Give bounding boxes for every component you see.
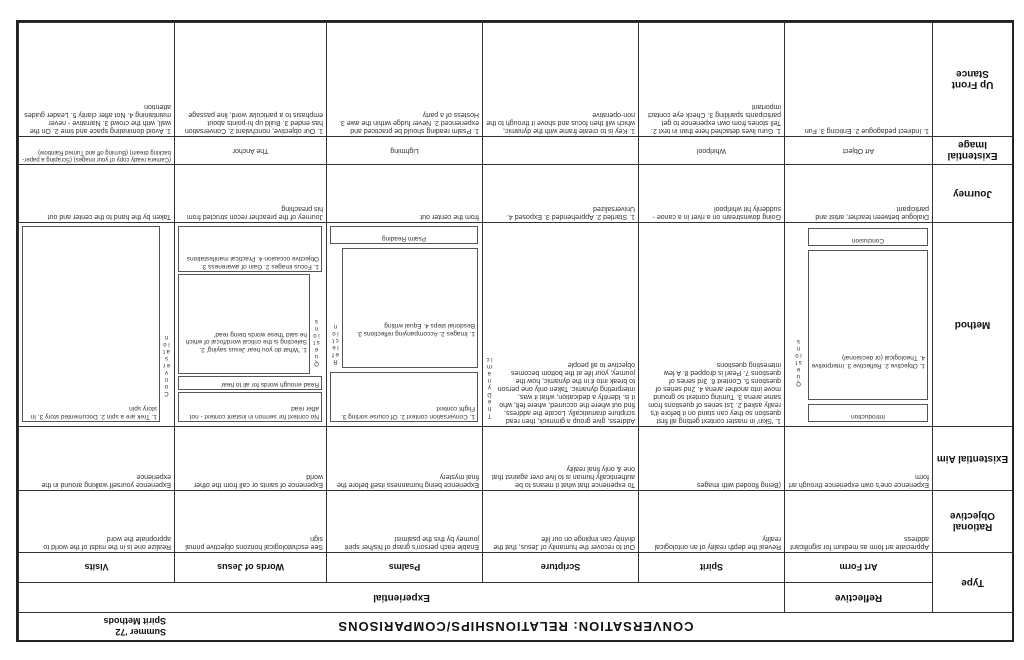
- image-psalms: Lightning: [326, 136, 482, 164]
- method-visits-list: 1. Trek are a spin 2. Documented story 3. In story spin: [22, 226, 160, 422]
- method-words-box: 1. 'What do you hear Jesus saying' 2. Selecting is the critical word/focal of which he said 'these words being read': [178, 274, 310, 374]
- row-journey: Journey: [932, 164, 1012, 222]
- method-visits-side: C o n v e r s a t i o n: [162, 334, 170, 396]
- col-words-of-jesus: Words of Jesus: [174, 552, 326, 582]
- upfront-psalms: 1. Psalm reading should be practiced and experienced 2. Never fudge within the awe 3. Hostess of a party: [326, 22, 482, 136]
- rational-spirit: Reveal the depth reality of an ontological reality: [638, 490, 784, 552]
- method-psalms-context: 1. Conversation context 2. Of course sorting 3. Flight context: [330, 372, 478, 422]
- row-rational-objective: Rational Objective: [932, 490, 1012, 552]
- experiential-header: Experiential: [18, 582, 784, 612]
- journey-art-form: Dialogue between teacher, artist and participant: [784, 164, 932, 222]
- aim-art-form: Experience one's own experience through art form: [784, 426, 932, 490]
- upfront-spirit: 1. Guru lives detached here than in text 2. Tell stories from own experience to get participants sparkling 3. Check eye contact important: [638, 22, 784, 136]
- aim-scripture: To experience that what it means to be authentically human is to live over against that one & only final reality: [482, 426, 638, 490]
- rational-art-form: Appreciate art form as medium for significant address: [784, 490, 932, 552]
- method-psalms-side: R e f l e c t i o n: [332, 323, 339, 364]
- corner-note: [18, 612, 172, 640]
- rational-scripture: Out to recover the humanity of Jesus, that the divinity can impinge on our life: [482, 490, 638, 552]
- image-scripture: [482, 136, 638, 164]
- method-art-intro: Introduction: [808, 404, 928, 422]
- document-title: CONVERSATION: RELATIONSHIPS/COMPARISONS: [18, 612, 1012, 640]
- col-spirit: Spirit: [638, 552, 784, 582]
- col-art-form: Art Form: [784, 552, 932, 582]
- method-psalms-reading: Psalm Reading: [330, 226, 478, 244]
- row-existential-image: Existential Image: [932, 136, 1012, 164]
- method-art-form: [784, 222, 932, 426]
- method-words: [174, 222, 326, 426]
- image-words: The Anchor: [174, 136, 326, 164]
- aim-psalms: Experience being humanness itself before the final mystery: [326, 426, 482, 490]
- upfront-scripture: 1. Key is to create frame with the dynamic, which will then focus and shove it through to the non-operative: [482, 22, 638, 136]
- image-art-form: Art Object: [784, 136, 932, 164]
- method-scripture-side: T h e D y n a m i c: [486, 356, 493, 418]
- method-psalms: [326, 222, 482, 426]
- method-words-side: Q u e s t i o n s: [313, 318, 320, 366]
- method-art-side: Q u e s t i o n s: [795, 338, 802, 386]
- image-spirit: Whirlpool: [638, 136, 784, 164]
- reflective-header: Reflective: [784, 582, 932, 612]
- row-method: Method: [932, 222, 1012, 426]
- upfront-art-form: 1. Indirect pedagogue 2. Enticing 3. Fun: [784, 22, 932, 136]
- rational-words: See eschatological horizons objective primal sign: [174, 490, 326, 552]
- rational-psalms: Enable each person's grasp of his/her spirit journey by this the psalmist: [326, 490, 482, 552]
- upfront-words: 1. Our objective, nonchalant 2. Conversation has ended 3. Build up hi-points about emphasis to a particular word, line passage: [174, 22, 326, 136]
- method-words-focus: 1. Focus images 2. Gain of awareness 3. Objective occasion 4. Practical manifestations: [178, 226, 322, 272]
- row-up-front-stance: Up Front Stance: [932, 22, 1012, 136]
- aim-visits: Experience yourself walking around in the experience: [18, 426, 174, 490]
- upfront-visits: 1. Avoid dominating space and time 2. On the wall, with the crowd 3. Narrative - never maintaining 4. Not after clarity 5. Leader guides attention: [18, 22, 174, 136]
- method-scripture: [482, 222, 638, 426]
- col-visits: Visits: [18, 552, 174, 582]
- method-scripture-text: Address, give group a gimmick, then read scripture dramatically. Locate the address, find out where the occurred, where felt, who it is. Identify a dedication, what it was, interpreting dynamic. Taken only one person to break into it in the dynamic, how the journey, your life at the bottom becomes objective to all people: [497, 361, 635, 424]
- aim-spirit: (Being flooded with images: [638, 426, 784, 490]
- row-existential-aim: Existential Aim: [932, 426, 1012, 490]
- image-visits: (Camera ready copy of your images) (Scraping a paper-backing dream) (Burning off and Turned Rainbow): [18, 136, 174, 164]
- col-scripture: Scripture: [482, 552, 638, 582]
- method-words-context: No context for sermon in instant context - not after read: [178, 392, 322, 422]
- journey-psalms: from the center out: [326, 164, 482, 222]
- method-art-list: 1. Objective 2. Reflective 3. Interpretive 4. Theological (or decisional): [808, 250, 928, 400]
- method-spirit: 1. 'Skin' in master context getting all first question so they can stand on it before it's really asked 2. 1st series of questions from same arena 3. Turning context so ground move into another arena 4. 2nd series of questions 5. Context 6. 3rd series of questions 7. Pearl is dropped 8. A few interesting questions: [638, 222, 784, 426]
- table-frame: [16, 20, 1014, 642]
- rational-visits: Realize one is in the midst of the world to appropriate the word: [18, 490, 174, 552]
- aim-words: Experience of saints or call from the other world: [174, 426, 326, 490]
- method-art-conclusion: Conclusion: [808, 228, 928, 246]
- journey-scripture: 1. Startled 2. Apprehended 3. Exposed 4. Universalized: [482, 164, 638, 222]
- method-words-read: Read enough words for all to hear: [178, 376, 322, 390]
- method-psalms-list: 1. Images 2. Accompanying reflections 3. Besdorial steps 4. Equal writing: [342, 248, 478, 368]
- corner-line-1: Summer '72: [115, 627, 166, 638]
- method-visits: [18, 222, 174, 426]
- journey-spirit: Going downstream on a river in a canoe - suddenly hit whirlpool: [638, 164, 784, 222]
- journey-visits: Taken by the hand to the center and out: [18, 164, 174, 222]
- corner-line-2: Spirit Methods: [103, 616, 166, 627]
- type-label: Type: [932, 552, 1012, 612]
- journey-words: Journey of the preacher recon structed from his preaching: [174, 164, 326, 222]
- col-psalms: Psalms: [326, 552, 482, 582]
